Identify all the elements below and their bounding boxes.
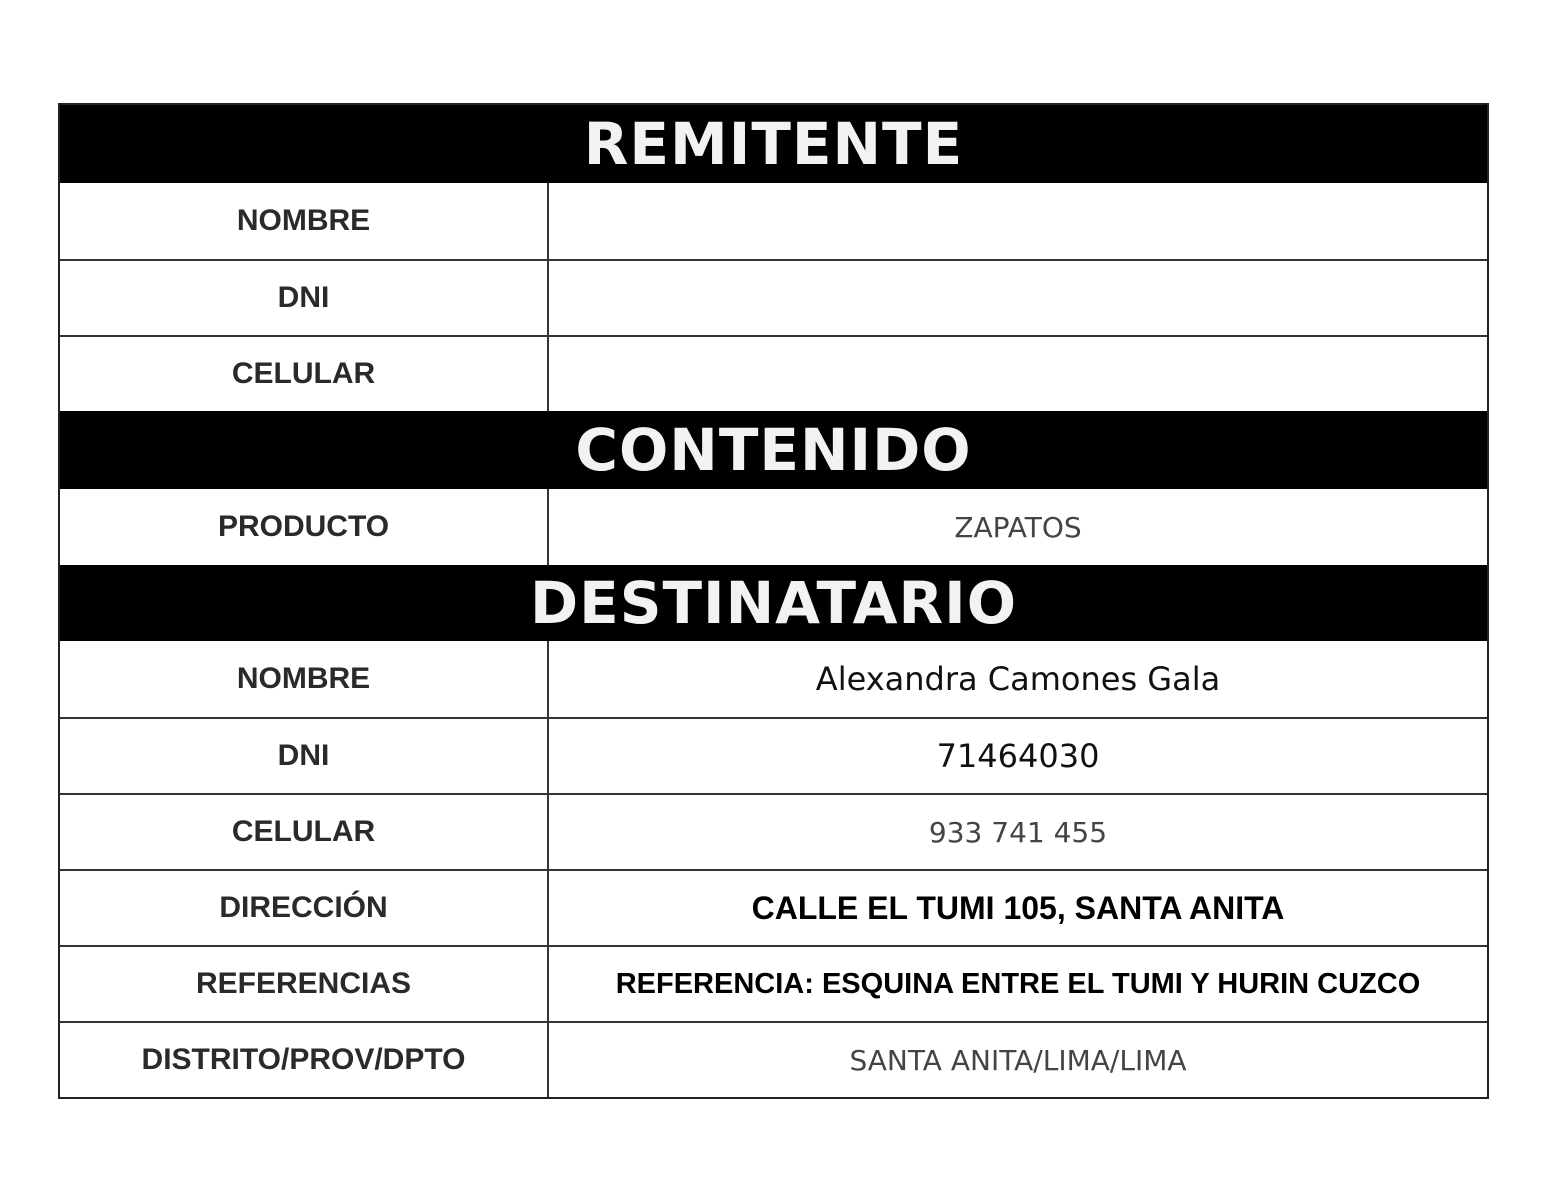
destinatario-row-direccion bbox=[60, 869, 1487, 945]
section-header-remitente: REMITENTE bbox=[60, 105, 1487, 183]
destinatario-row-referencias bbox=[60, 945, 1487, 1021]
destinatario-referencias-label: REFERENCIAS bbox=[60, 947, 549, 1021]
remitente-celular-label: CELULAR bbox=[60, 337, 549, 411]
destinatario-dni-value: 71464030 bbox=[936, 737, 1100, 775]
destinatario-direccion-value: CALLE EL TUMI 105, SANTA ANITA bbox=[751, 889, 1285, 926]
section-header-destinatario: DESTINATARIO bbox=[60, 565, 1487, 641]
destinatario-dni-label: DNI bbox=[60, 719, 549, 793]
remitente-celular-value bbox=[549, 337, 1487, 411]
destinatario-celular-label: CELULAR bbox=[60, 795, 549, 869]
remitente-dni-label: DNI bbox=[60, 261, 549, 335]
remitente-row-celular bbox=[60, 335, 1487, 411]
destinatario-nombre-value: Alexandra Camones Gala bbox=[815, 660, 1221, 698]
contenido-producto-label: PRODUCTO bbox=[60, 489, 549, 565]
destinatario-celular-value: 933 741 455 bbox=[928, 815, 1108, 849]
destinatario-distrito-value: SANTA ANITA/LIMA/LIMA bbox=[849, 1043, 1187, 1077]
remitente-nombre-label: NOMBRE bbox=[60, 183, 549, 259]
remitente-nombre-value bbox=[549, 183, 1487, 259]
section-header-contenido: CONTENIDO bbox=[60, 411, 1487, 489]
destinatario-nombre-label: NOMBRE bbox=[60, 641, 549, 717]
destinatario-row-distrito bbox=[60, 1021, 1487, 1097]
destinatario-row-dni bbox=[60, 717, 1487, 793]
destinatario-referencias-value: REFERENCIA: ESQUINA ENTRE EL TUMI Y HURIN CUZCO bbox=[615, 967, 1421, 1000]
destinatario-row-nombre bbox=[60, 641, 1487, 717]
contenido-producto-value: ZAPATOS bbox=[954, 510, 1082, 544]
contenido-row-producto bbox=[60, 489, 1487, 565]
shipping-label-table bbox=[58, 103, 1489, 1099]
remitente-row-nombre bbox=[60, 183, 1487, 259]
remitente-dni-value bbox=[549, 261, 1487, 335]
remitente-row-dni bbox=[60, 259, 1487, 335]
destinatario-distrito-label: DISTRITO/PROV/DPTO bbox=[60, 1023, 549, 1097]
destinatario-direccion-label: DIRECCIÓN bbox=[60, 871, 549, 945]
destinatario-row-celular bbox=[60, 793, 1487, 869]
